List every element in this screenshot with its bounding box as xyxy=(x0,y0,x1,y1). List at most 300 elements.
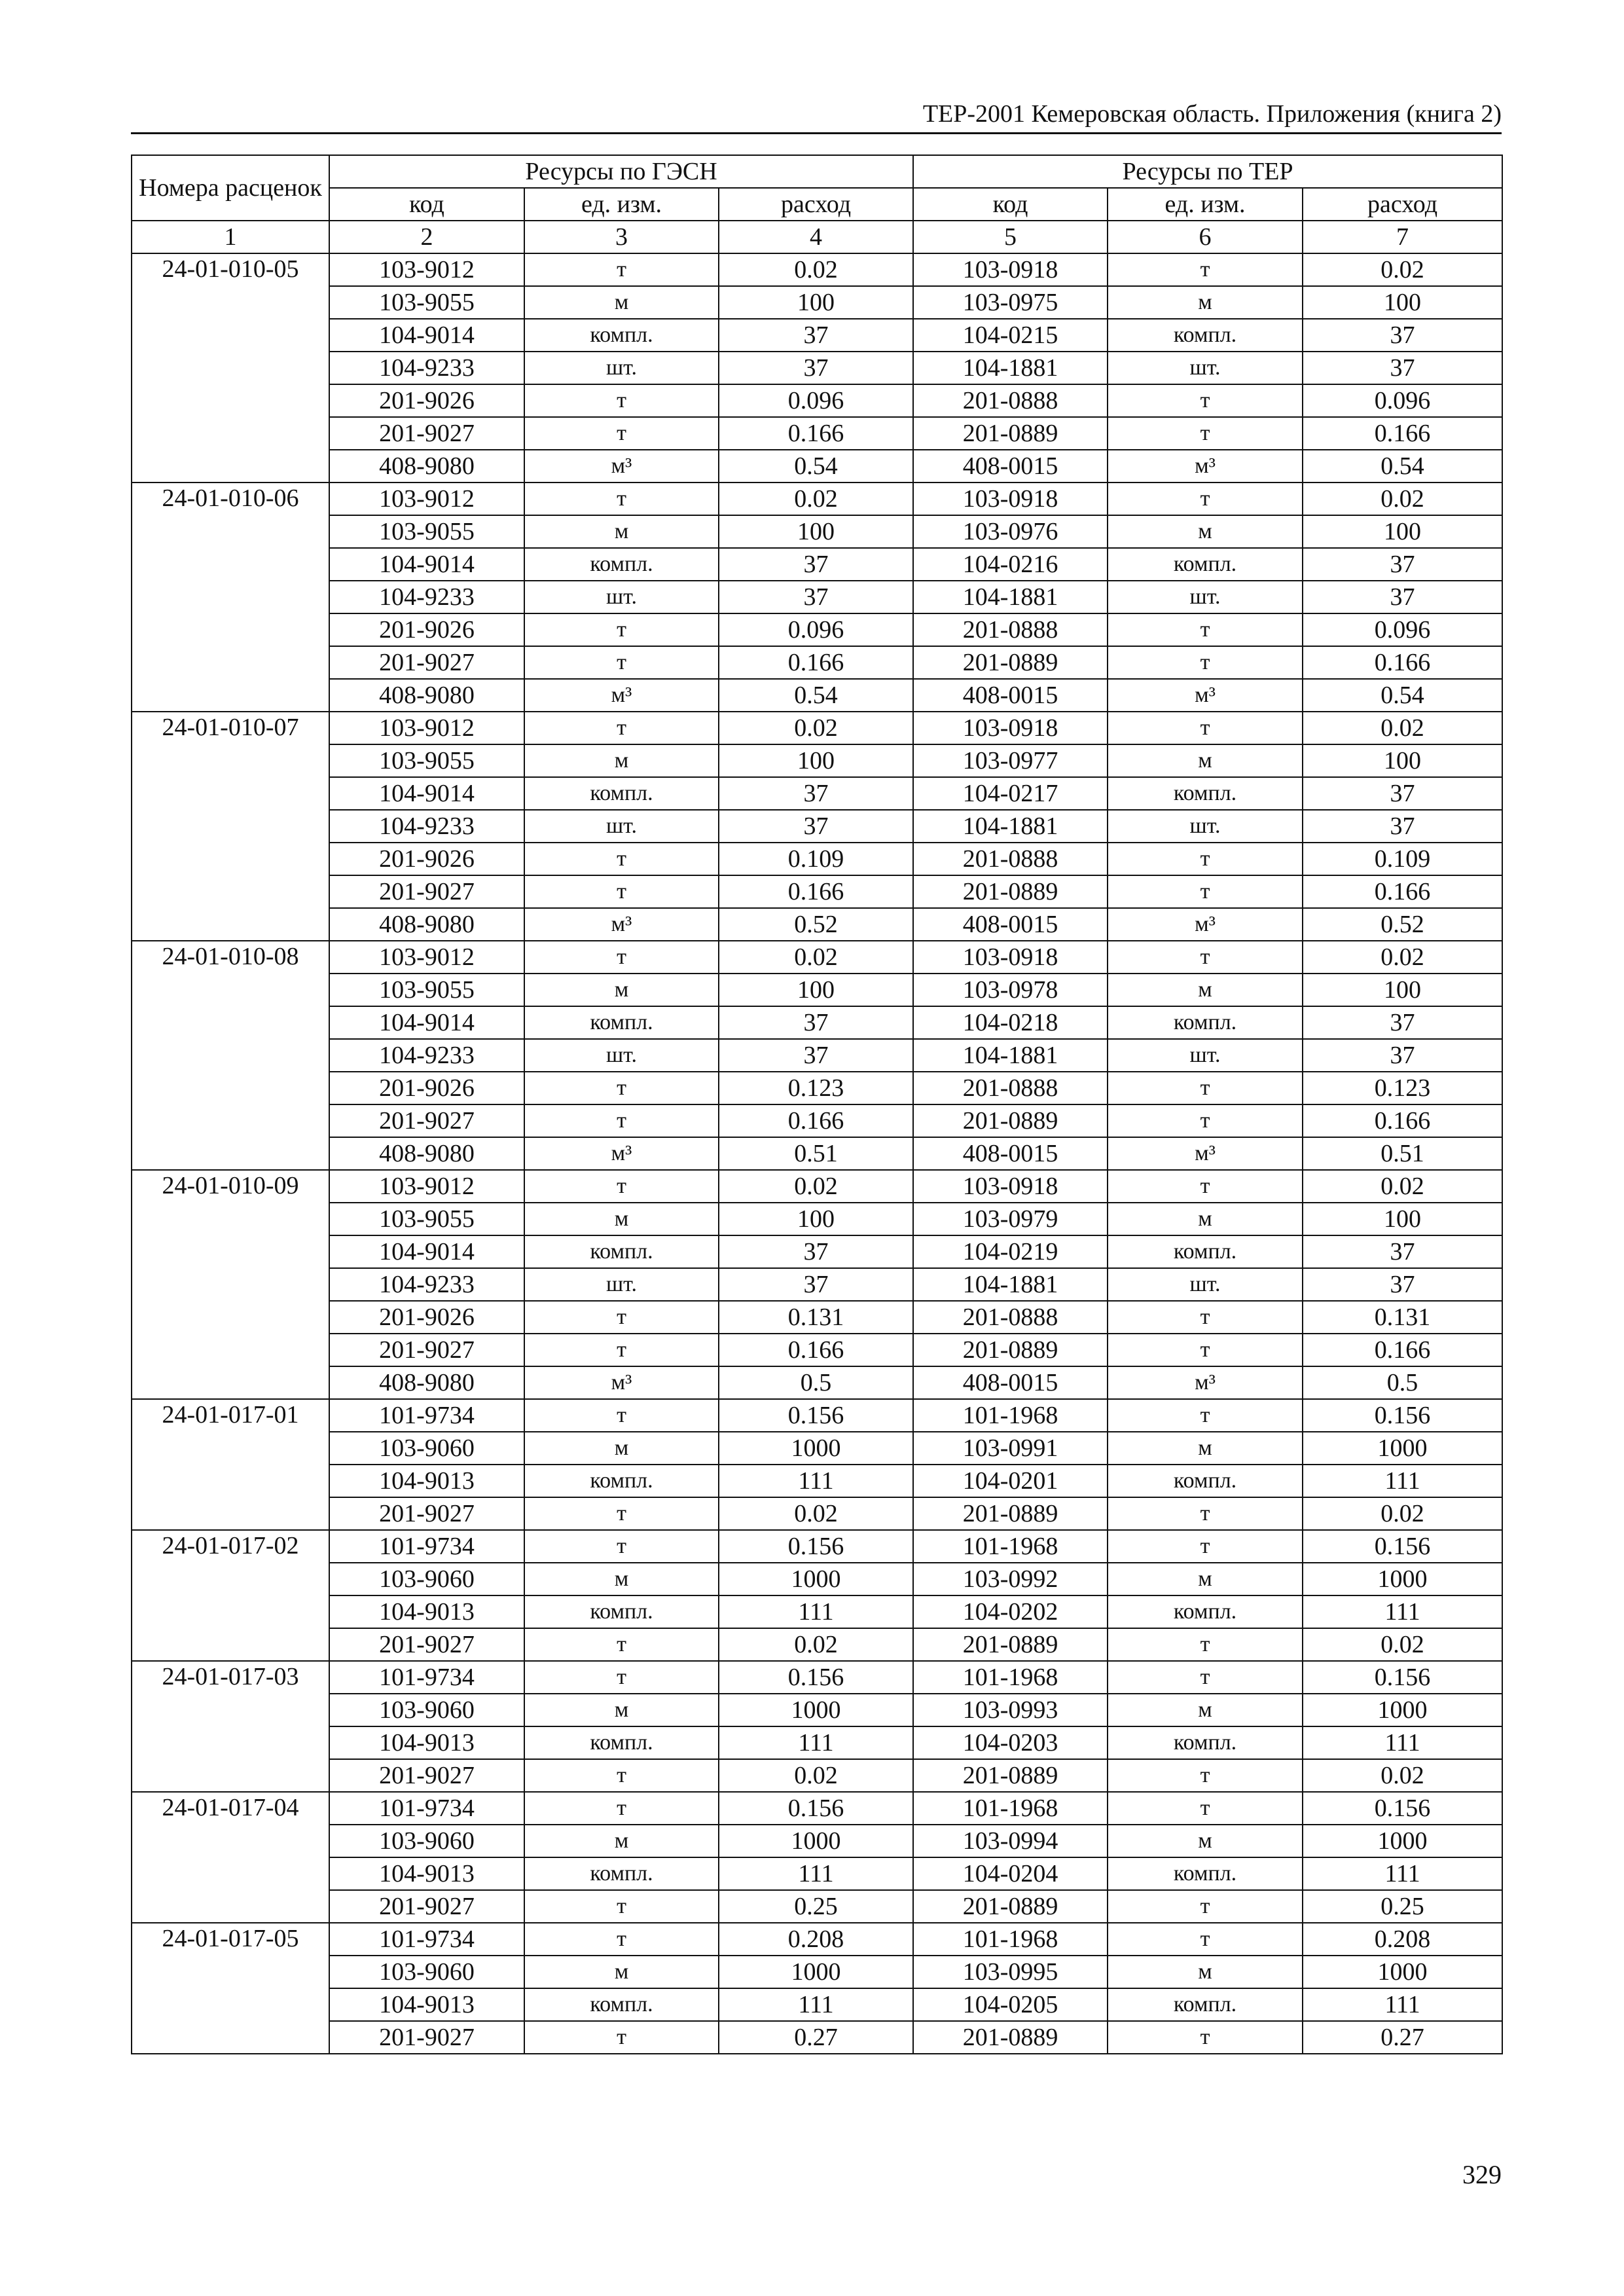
ter-code-cell: 103-0918 xyxy=(913,1170,1108,1203)
gesn-code-cell: 103-9055 xyxy=(329,1203,524,1235)
ter-consumption-cell: 100 xyxy=(1303,515,1502,548)
table-row xyxy=(132,1072,1502,1104)
ter-code-cell: 103-0978 xyxy=(913,974,1108,1006)
gesn-unit-cell: т xyxy=(524,1792,719,1825)
ter-code-cell: 104-0218 xyxy=(913,1006,1108,1039)
ter-unit-cell: т xyxy=(1108,1792,1303,1825)
table-row xyxy=(132,1890,1502,1923)
gesn-code-cell: 103-9055 xyxy=(329,515,524,548)
gesn-code-cell: 104-9013 xyxy=(329,1857,524,1890)
table-row xyxy=(132,1301,1502,1334)
gesn-consumption-cell: 1000 xyxy=(719,1825,913,1857)
gesn-code-cell: 104-9013 xyxy=(329,1465,524,1497)
gesn-unit-cell: шт. xyxy=(524,1039,719,1072)
ter-consumption-cell: 0.02 xyxy=(1303,941,1502,974)
gesn-consumption-cell: 100 xyxy=(719,1203,913,1235)
ter-unit-cell: т xyxy=(1108,1497,1303,1530)
table-row xyxy=(132,1726,1502,1759)
gesn-consumption-cell: 0.156 xyxy=(719,1399,913,1432)
gesn-consumption-cell: 0.25 xyxy=(719,1890,913,1923)
ter-consumption-cell: 0.54 xyxy=(1303,679,1502,712)
head-rates: Номера расценок xyxy=(132,155,329,221)
ter-unit-cell: м³ xyxy=(1108,1137,1303,1170)
gesn-code-cell: 104-9233 xyxy=(329,810,524,843)
table-row xyxy=(132,1006,1502,1039)
gesn-unit-cell: т xyxy=(524,1661,719,1694)
gesn-code-cell: 201-9027 xyxy=(329,1759,524,1792)
table-row xyxy=(132,319,1502,352)
ter-code-cell: 104-0216 xyxy=(913,548,1108,581)
ter-code-cell: 103-0992 xyxy=(913,1563,1108,1595)
head-ter: Ресурсы по ТЕР xyxy=(913,155,1502,188)
ter-consumption-cell: 37 xyxy=(1303,1268,1502,1301)
gesn-unit-cell: т xyxy=(524,646,719,679)
gesn-code-cell: 103-9012 xyxy=(329,1170,524,1203)
ter-consumption-cell: 37 xyxy=(1303,352,1502,384)
gesn-unit-cell: т xyxy=(524,2021,719,2054)
gesn-unit-cell: компл. xyxy=(524,1465,719,1497)
gesn-code-cell: 201-9026 xyxy=(329,843,524,875)
ter-code-cell: 408-0015 xyxy=(913,450,1108,483)
column-number: 2 xyxy=(329,221,524,253)
ter-consumption-cell: 37 xyxy=(1303,319,1502,352)
ter-code-cell: 104-1881 xyxy=(913,1268,1108,1301)
table-row xyxy=(132,417,1502,450)
gesn-consumption-cell: 0.156 xyxy=(719,1661,913,1694)
ter-unit-cell: т xyxy=(1108,1661,1303,1694)
gesn-code-cell: 104-9013 xyxy=(329,1988,524,2021)
gesn-consumption-cell: 0.131 xyxy=(719,1301,913,1334)
table-row xyxy=(132,1694,1502,1726)
table-row xyxy=(132,1792,1502,1825)
gesn-unit-cell: шт. xyxy=(524,1268,719,1301)
gesn-consumption-cell: 37 xyxy=(719,1039,913,1072)
ter-unit-cell: компл. xyxy=(1108,1006,1303,1039)
ter-unit-cell: компл. xyxy=(1108,777,1303,810)
table-row xyxy=(132,450,1502,483)
table-row xyxy=(132,2021,1502,2054)
ter-unit-cell: т xyxy=(1108,483,1303,515)
gesn-code-cell: 103-9012 xyxy=(329,253,524,286)
gesn-unit-cell: т xyxy=(524,1497,719,1530)
table-row xyxy=(132,712,1502,744)
head-gesn-unit: ед. изм. xyxy=(524,188,719,221)
ter-unit-cell: т xyxy=(1108,1759,1303,1792)
gesn-unit-cell: т xyxy=(524,941,719,974)
table-row xyxy=(132,1170,1502,1203)
gesn-code-cell: 104-9233 xyxy=(329,1039,524,1072)
gesn-code-cell: 201-9027 xyxy=(329,1334,524,1366)
table-row xyxy=(132,1432,1502,1465)
gesn-consumption-cell: 100 xyxy=(719,515,913,548)
gesn-consumption-cell: 0.51 xyxy=(719,1137,913,1170)
rate-code-cell: 24-01-010-08 xyxy=(132,941,329,1170)
gesn-consumption-cell: 0.5 xyxy=(719,1366,913,1399)
ter-code-cell: 201-0889 xyxy=(913,1890,1108,1923)
gesn-unit-cell: т xyxy=(524,1530,719,1563)
ter-unit-cell: т xyxy=(1108,646,1303,679)
running-header: ТЕР-2001 Кемеровская область. Приложения (книга 2) xyxy=(922,100,1502,128)
gesn-unit-cell: т xyxy=(524,253,719,286)
gesn-consumption-cell: 1000 xyxy=(719,1956,913,1988)
column-number: 1 xyxy=(132,221,329,253)
ter-code-cell: 408-0015 xyxy=(913,1366,1108,1399)
ter-unit-cell: т xyxy=(1108,384,1303,417)
gesn-unit-cell: компл. xyxy=(524,1988,719,2021)
gesn-unit-cell: т xyxy=(524,384,719,417)
ter-unit-cell: м xyxy=(1108,515,1303,548)
ter-code-cell: 104-0204 xyxy=(913,1857,1108,1890)
gesn-unit-cell: т xyxy=(524,1104,719,1137)
ter-unit-cell: м xyxy=(1108,744,1303,777)
gesn-code-cell: 201-9027 xyxy=(329,1890,524,1923)
gesn-unit-cell: шт. xyxy=(524,352,719,384)
gesn-code-cell: 104-9233 xyxy=(329,1268,524,1301)
gesn-code-cell: 104-9014 xyxy=(329,777,524,810)
gesn-unit-cell: т xyxy=(524,1334,719,1366)
gesn-consumption-cell: 111 xyxy=(719,1595,913,1628)
head-gesn-consumption: расход xyxy=(719,188,913,221)
ter-unit-cell: м xyxy=(1108,1563,1303,1595)
ter-code-cell: 201-0889 xyxy=(913,1759,1108,1792)
gesn-code-cell: 103-9060 xyxy=(329,1956,524,1988)
gesn-consumption-cell: 111 xyxy=(719,1988,913,2021)
ter-unit-cell: м³ xyxy=(1108,450,1303,483)
gesn-unit-cell: т xyxy=(524,1923,719,1956)
gesn-consumption-cell: 37 xyxy=(719,581,913,613)
gesn-unit-cell: т xyxy=(524,1890,719,1923)
table-row xyxy=(132,777,1502,810)
gesn-code-cell: 101-9734 xyxy=(329,1923,524,1956)
table-row xyxy=(132,744,1502,777)
ter-unit-cell: шт. xyxy=(1108,1039,1303,1072)
ter-unit-cell: м xyxy=(1108,1432,1303,1465)
ter-consumption-cell: 0.166 xyxy=(1303,417,1502,450)
gesn-unit-cell: т xyxy=(524,1759,719,1792)
gesn-code-cell: 408-9080 xyxy=(329,450,524,483)
ter-consumption-cell: 0.156 xyxy=(1303,1399,1502,1432)
gesn-code-cell: 103-9060 xyxy=(329,1432,524,1465)
gesn-unit-cell: м xyxy=(524,974,719,1006)
ter-consumption-cell: 111 xyxy=(1303,1726,1502,1759)
rate-code-cell: 24-01-017-01 xyxy=(132,1399,329,1530)
gesn-consumption-cell: 0.166 xyxy=(719,1334,913,1366)
ter-code-cell: 103-0975 xyxy=(913,286,1108,319)
gesn-unit-cell: компл. xyxy=(524,1726,719,1759)
ter-code-cell: 103-0977 xyxy=(913,744,1108,777)
ter-unit-cell: т xyxy=(1108,1301,1303,1334)
ter-code-cell: 104-0217 xyxy=(913,777,1108,810)
gesn-consumption-cell: 37 xyxy=(719,352,913,384)
ter-unit-cell: м³ xyxy=(1108,1366,1303,1399)
ter-unit-cell: т xyxy=(1108,875,1303,908)
ter-unit-cell: м xyxy=(1108,1825,1303,1857)
ter-unit-cell: т xyxy=(1108,253,1303,286)
ter-consumption-cell: 0.166 xyxy=(1303,646,1502,679)
ter-code-cell: 201-0889 xyxy=(913,2021,1108,2054)
gesn-consumption-cell: 0.123 xyxy=(719,1072,913,1104)
ter-code-cell: 201-0888 xyxy=(913,1072,1108,1104)
gesn-consumption-cell: 0.27 xyxy=(719,2021,913,2054)
table-row xyxy=(132,548,1502,581)
gesn-unit-cell: м xyxy=(524,1432,719,1465)
gesn-consumption-cell: 0.166 xyxy=(719,646,913,679)
ter-code-cell: 104-0202 xyxy=(913,1595,1108,1628)
ter-consumption-cell: 111 xyxy=(1303,1595,1502,1628)
ter-unit-cell: компл. xyxy=(1108,319,1303,352)
gesn-unit-cell: компл. xyxy=(524,1235,719,1268)
table-row xyxy=(132,352,1502,384)
ter-code-cell: 104-0205 xyxy=(913,1988,1108,2021)
ter-unit-cell: м³ xyxy=(1108,679,1303,712)
ter-consumption-cell: 0.02 xyxy=(1303,483,1502,515)
ter-code-cell: 101-1968 xyxy=(913,1923,1108,1956)
ter-code-cell: 201-0889 xyxy=(913,1497,1108,1530)
ter-code-cell: 408-0015 xyxy=(913,908,1108,941)
gesn-unit-cell: т xyxy=(524,1301,719,1334)
ter-unit-cell: компл. xyxy=(1108,1988,1303,2021)
table-row xyxy=(132,646,1502,679)
gesn-code-cell: 201-9027 xyxy=(329,417,524,450)
ter-code-cell: 101-1968 xyxy=(913,1530,1108,1563)
ter-consumption-cell: 0.166 xyxy=(1303,1104,1502,1137)
gesn-consumption-cell: 1000 xyxy=(719,1563,913,1595)
ter-consumption-cell: 0.156 xyxy=(1303,1661,1502,1694)
gesn-consumption-cell: 0.096 xyxy=(719,613,913,646)
ter-unit-cell: шт. xyxy=(1108,810,1303,843)
gesn-consumption-cell: 1000 xyxy=(719,1432,913,1465)
gesn-code-cell: 101-9734 xyxy=(329,1530,524,1563)
table-row xyxy=(132,581,1502,613)
gesn-unit-cell: шт. xyxy=(524,581,719,613)
gesn-code-cell: 408-9080 xyxy=(329,679,524,712)
ter-unit-cell: т xyxy=(1108,1923,1303,1956)
gesn-code-cell: 104-9014 xyxy=(329,1235,524,1268)
table-row xyxy=(132,613,1502,646)
gesn-unit-cell: м³ xyxy=(524,450,719,483)
gesn-code-cell: 103-9055 xyxy=(329,744,524,777)
gesn-consumption-cell: 100 xyxy=(719,286,913,319)
gesn-consumption-cell: 0.54 xyxy=(719,679,913,712)
ter-code-cell: 103-0993 xyxy=(913,1694,1108,1726)
gesn-code-cell: 103-9012 xyxy=(329,941,524,974)
ter-unit-cell: т xyxy=(1108,417,1303,450)
column-number: 3 xyxy=(524,221,719,253)
ter-unit-cell: т xyxy=(1108,1399,1303,1432)
ter-consumption-cell: 0.166 xyxy=(1303,875,1502,908)
ter-unit-cell: т xyxy=(1108,1104,1303,1137)
gesn-consumption-cell: 100 xyxy=(719,744,913,777)
ter-code-cell: 104-1881 xyxy=(913,1039,1108,1072)
ter-consumption-cell: 0.131 xyxy=(1303,1301,1502,1334)
ter-consumption-cell: 37 xyxy=(1303,810,1502,843)
ter-code-cell: 104-1881 xyxy=(913,581,1108,613)
gesn-unit-cell: компл. xyxy=(524,1857,719,1890)
gesn-unit-cell: м xyxy=(524,1694,719,1726)
ter-code-cell: 201-0889 xyxy=(913,875,1108,908)
ter-unit-cell: т xyxy=(1108,712,1303,744)
gesn-consumption-cell: 0.166 xyxy=(719,417,913,450)
gesn-code-cell: 101-9734 xyxy=(329,1399,524,1432)
table-row xyxy=(132,875,1502,908)
gesn-code-cell: 103-9012 xyxy=(329,483,524,515)
ter-unit-cell: шт. xyxy=(1108,352,1303,384)
ter-code-cell: 104-0201 xyxy=(913,1465,1108,1497)
ter-unit-cell: м xyxy=(1108,1956,1303,1988)
gesn-unit-cell: м³ xyxy=(524,679,719,712)
ter-code-cell: 104-0203 xyxy=(913,1726,1108,1759)
resources-table xyxy=(131,155,1503,2054)
ter-consumption-cell: 1000 xyxy=(1303,1432,1502,1465)
gesn-code-cell: 104-9013 xyxy=(329,1726,524,1759)
table-row xyxy=(132,1497,1502,1530)
ter-consumption-cell: 37 xyxy=(1303,548,1502,581)
gesn-code-cell: 104-9014 xyxy=(329,1006,524,1039)
gesn-code-cell: 408-9080 xyxy=(329,1366,524,1399)
ter-consumption-cell: 0.25 xyxy=(1303,1890,1502,1923)
gesn-code-cell: 104-9013 xyxy=(329,1595,524,1628)
gesn-unit-cell: т xyxy=(524,613,719,646)
gesn-consumption-cell: 0.02 xyxy=(719,712,913,744)
ter-code-cell: 101-1968 xyxy=(913,1792,1108,1825)
ter-code-cell: 104-1881 xyxy=(913,810,1108,843)
head-ter-unit: ед. изм. xyxy=(1108,188,1303,221)
column-number: 6 xyxy=(1108,221,1303,253)
gesn-consumption-cell: 0.52 xyxy=(719,908,913,941)
gesn-code-cell: 104-9233 xyxy=(329,352,524,384)
head-gesn: Ресурсы по ГЭСН xyxy=(329,155,913,188)
gesn-consumption-cell: 0.02 xyxy=(719,1497,913,1530)
ter-code-cell: 103-0918 xyxy=(913,483,1108,515)
ter-code-cell: 201-0889 xyxy=(913,1334,1108,1366)
table-row xyxy=(132,1530,1502,1563)
gesn-code-cell: 201-9027 xyxy=(329,1497,524,1530)
gesn-consumption-cell: 0.02 xyxy=(719,941,913,974)
head-row-columns xyxy=(132,188,1502,221)
ter-code-cell: 104-1881 xyxy=(913,352,1108,384)
table-row xyxy=(132,843,1502,875)
ter-code-cell: 103-0991 xyxy=(913,1432,1108,1465)
rate-code-cell: 24-01-010-06 xyxy=(132,483,329,712)
rate-code-cell: 24-01-017-03 xyxy=(132,1661,329,1792)
header-rule xyxy=(131,132,1502,134)
gesn-code-cell: 201-9027 xyxy=(329,875,524,908)
head-row-groups xyxy=(132,155,1502,188)
ter-consumption-cell: 0.02 xyxy=(1303,712,1502,744)
ter-consumption-cell: 0.54 xyxy=(1303,450,1502,483)
gesn-consumption-cell: 0.02 xyxy=(719,483,913,515)
ter-code-cell: 103-0995 xyxy=(913,1956,1108,1988)
table-row xyxy=(132,286,1502,319)
table-row xyxy=(132,1628,1502,1661)
ter-consumption-cell: 111 xyxy=(1303,1857,1502,1890)
rate-code-cell: 24-01-017-04 xyxy=(132,1792,329,1923)
gesn-unit-cell: т xyxy=(524,483,719,515)
gesn-consumption-cell: 0.54 xyxy=(719,450,913,483)
ter-code-cell: 104-0215 xyxy=(913,319,1108,352)
ter-consumption-cell: 0.02 xyxy=(1303,1170,1502,1203)
gesn-consumption-cell: 1000 xyxy=(719,1694,913,1726)
ter-consumption-cell: 0.109 xyxy=(1303,843,1502,875)
head-ter-consumption: расход xyxy=(1303,188,1502,221)
rate-code-cell: 24-01-010-07 xyxy=(132,712,329,941)
ter-unit-cell: м xyxy=(1108,1694,1303,1726)
ter-unit-cell: т xyxy=(1108,1072,1303,1104)
ter-code-cell: 201-0889 xyxy=(913,417,1108,450)
ter-unit-cell: т xyxy=(1108,1334,1303,1366)
gesn-code-cell: 408-9080 xyxy=(329,1137,524,1170)
ter-consumption-cell: 1000 xyxy=(1303,1694,1502,1726)
gesn-consumption-cell: 0.166 xyxy=(719,1104,913,1137)
table-row xyxy=(132,1923,1502,1956)
ter-consumption-cell: 1000 xyxy=(1303,1563,1502,1595)
gesn-code-cell: 101-9734 xyxy=(329,1661,524,1694)
ter-code-cell: 104-0219 xyxy=(913,1235,1108,1268)
gesn-unit-cell: м³ xyxy=(524,908,719,941)
gesn-code-cell: 103-9012 xyxy=(329,712,524,744)
gesn-unit-cell: т xyxy=(524,1072,719,1104)
ter-unit-cell: т xyxy=(1108,1890,1303,1923)
gesn-consumption-cell: 111 xyxy=(719,1857,913,1890)
ter-unit-cell: шт. xyxy=(1108,581,1303,613)
ter-consumption-cell: 111 xyxy=(1303,1988,1502,2021)
ter-unit-cell: т xyxy=(1108,843,1303,875)
gesn-unit-cell: компл. xyxy=(524,1006,719,1039)
ter-code-cell: 103-0994 xyxy=(913,1825,1108,1857)
ter-code-cell: 101-1968 xyxy=(913,1399,1108,1432)
table-row xyxy=(132,1595,1502,1628)
ter-unit-cell: компл. xyxy=(1108,1595,1303,1628)
gesn-code-cell: 201-9026 xyxy=(329,1072,524,1104)
table-head xyxy=(132,155,1502,253)
gesn-consumption-cell: 0.096 xyxy=(719,384,913,417)
ter-code-cell: 101-1968 xyxy=(913,1661,1108,1694)
gesn-unit-cell: м xyxy=(524,744,719,777)
gesn-code-cell: 201-9027 xyxy=(329,2021,524,2054)
table-row xyxy=(132,253,1502,286)
gesn-unit-cell: т xyxy=(524,1170,719,1203)
gesn-code-cell: 104-9014 xyxy=(329,548,524,581)
ter-code-cell: 201-0888 xyxy=(913,843,1108,875)
column-number: 7 xyxy=(1303,221,1502,253)
ter-consumption-cell: 0.096 xyxy=(1303,384,1502,417)
gesn-code-cell: 103-9060 xyxy=(329,1694,524,1726)
ter-consumption-cell: 0.51 xyxy=(1303,1137,1502,1170)
ter-consumption-cell: 100 xyxy=(1303,974,1502,1006)
table-row xyxy=(132,1334,1502,1366)
ter-unit-cell: м xyxy=(1108,974,1303,1006)
gesn-code-cell: 103-9060 xyxy=(329,1825,524,1857)
gesn-unit-cell: м xyxy=(524,515,719,548)
gesn-consumption-cell: 0.166 xyxy=(719,875,913,908)
ter-code-cell: 103-0918 xyxy=(913,941,1108,974)
ter-consumption-cell: 37 xyxy=(1303,581,1502,613)
ter-code-cell: 201-0889 xyxy=(913,1628,1108,1661)
ter-code-cell: 103-0979 xyxy=(913,1203,1108,1235)
ter-unit-cell: компл. xyxy=(1108,548,1303,581)
gesn-consumption-cell: 37 xyxy=(719,319,913,352)
gesn-unit-cell: т xyxy=(524,712,719,744)
table-row xyxy=(132,1857,1502,1890)
ter-consumption-cell: 37 xyxy=(1303,777,1502,810)
gesn-unit-cell: м xyxy=(524,1825,719,1857)
ter-consumption-cell: 100 xyxy=(1303,1203,1502,1235)
ter-consumption-cell: 0.5 xyxy=(1303,1366,1502,1399)
table-row xyxy=(132,941,1502,974)
gesn-code-cell: 201-9026 xyxy=(329,613,524,646)
ter-consumption-cell: 0.02 xyxy=(1303,1759,1502,1792)
gesn-consumption-cell: 111 xyxy=(719,1726,913,1759)
